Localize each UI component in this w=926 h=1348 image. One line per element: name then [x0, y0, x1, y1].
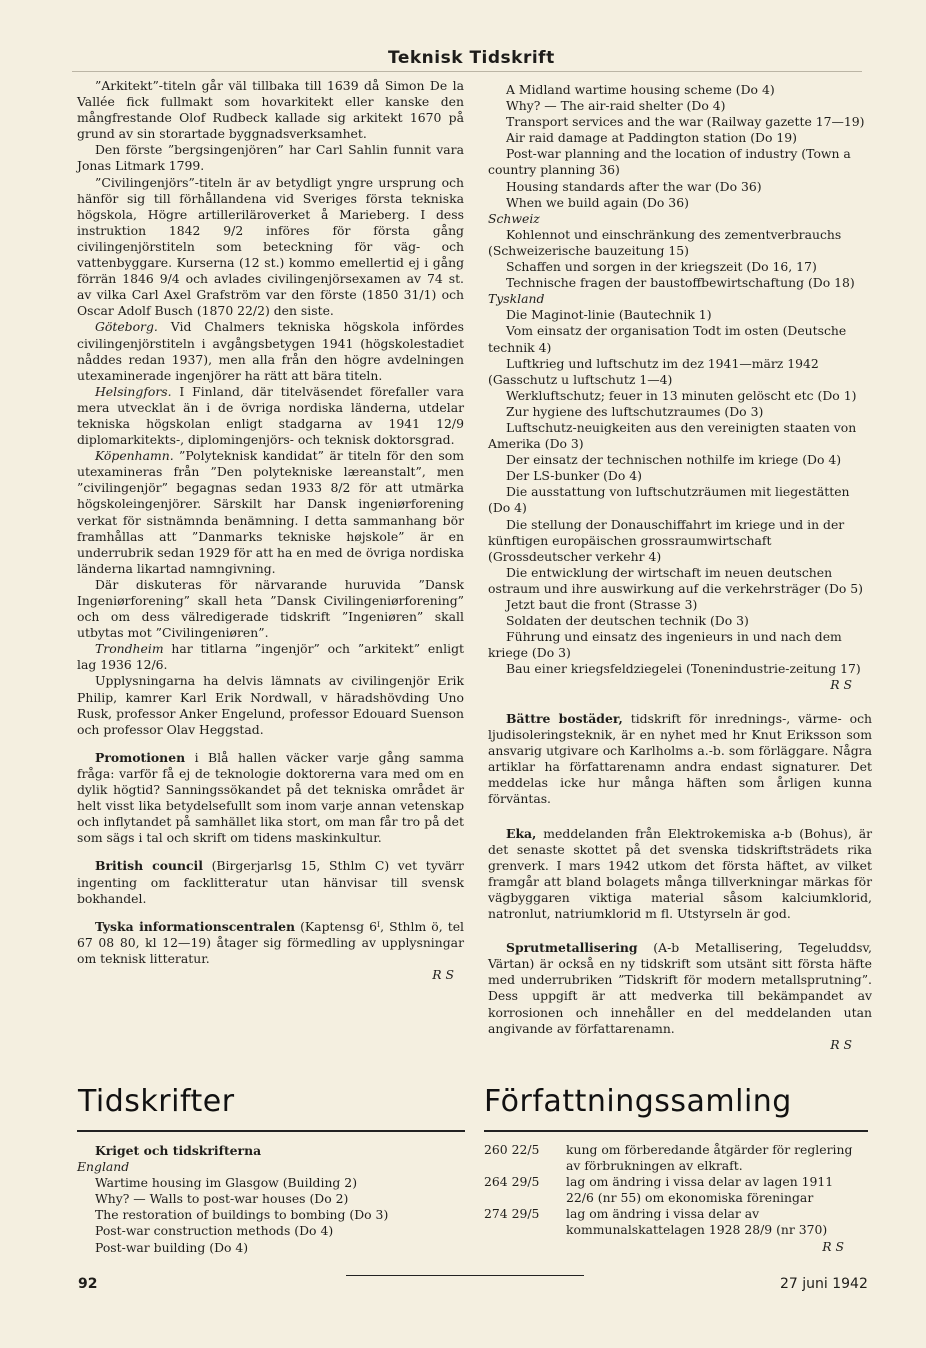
signature-right-1: R S [830, 677, 852, 693]
list-item: Transport services and the war (Railway gazette 17—19) [506, 114, 865, 130]
masthead-rule [72, 71, 862, 72]
kopenhamn-text: ”Polyteknisk kandidat” är titeln för den som utexamineras från ”Den polytekniske læreanstalt”, men ”civilingenjör” begagnas sedan 1933 8/2 för att utmärka högskoleingenjörer. Särskilt har Dansk ingeniørforening verkat för sistnämnda benämning. I detta sammanhang bör framhållas att ”Danmarks tekniske højskole” är en underrubrik sedan 1929 för att ha en med de övriga nordiska länderna likartad namngivning. [77, 448, 464, 576]
list-item: Vom einsatz der organisation Todt im osten (Deutsche technik 4) [488, 323, 847, 355]
list-item: Bau einer kriegsfeldziegelei (Tonenindustrie-zeitung 17) [506, 661, 861, 677]
place-helsingfors: Helsingfors. [95, 383, 172, 399]
list-item: Führung und einsatz des ingenieurs in und nach dem kriege (Do 3) [488, 629, 842, 661]
helsingfors-text: I Finland, där titelväsendet förefaller vara mera utvecklat än i de övriga nordiska länderna, utdelar tekniska högskolan enligt stadgarna av 1941 12/9 diplomarkitekts-, diplomingenjörs- och teknisk doktorsgrad. [77, 383, 464, 448]
list-item: Zur hygiene des luftschutzraumes (Do 3) [506, 403, 764, 419]
trondheim-text: har titlarna ”ingenjör” och ”arkitekt” enligt lag 1936 12/6. [77, 641, 464, 673]
place-trondheim: Trondheim [95, 641, 164, 657]
sprut-text: (A-b Metallisering, Tegeluddsv, Värtan) är också en ny tidskrift som utsänt sitt första häfte med underrubriken ”Tidskrift för modern metallsprutning”. Dess uppgift är att medverka till bekämpandet av korrosionen och innehåller en del meddelanden utan angivande av författarenamn. [488, 940, 872, 1036]
label-tyskland: Tyskland [488, 291, 545, 307]
tyska-text: (Kaptensg 6ᴵ, Sthlm ö, tel 67 08 80, kl 12—19) åtager sig förmedling av upplysningar om teknisk litteratur. [77, 918, 465, 966]
lead-promotionen: Promotionen [95, 749, 186, 765]
list-item: Kohlennot und einschränkung des zementverbrauchs (Schweizerische bauzeitung 15) [488, 226, 842, 258]
law-text: lag om ändring i vissa delar av kommunalskattelagen 1928 28/9 (nr 370) [566, 1206, 828, 1238]
list-item: Post-war planning and the location of industry (Town a country planning 36) [488, 146, 851, 178]
list-item: Der LS-bunker (Do 4) [506, 468, 642, 484]
list-item: When we build again (Do 36) [506, 194, 689, 210]
signature-forfattning: R S [822, 1238, 844, 1254]
paragraph-bergsingenjor: Den förste ”bergsingenjören” har Carl Sahlin funnit vara Jonas Litmark 1799. [77, 142, 464, 174]
list-item: Der einsatz der technischen nothilfe im kriege (Do 4) [506, 452, 842, 468]
paragraph-eka [488, 826, 872, 923]
paragraph-goteborg [77, 319, 464, 383]
paragraph-trondheim [77, 641, 464, 673]
list-item [484, 1174, 864, 1206]
list-item: Why? — Walls to post-war houses (Do 2) [95, 1191, 349, 1207]
paragraph-arkitekt: ”Arkitekt”-titeln går väl tillbaka till 1639 då Simon De la Vallée fick fullmakt som hovarkitekt eller kanske den mångfrestande Olof Rudbeck kallade sig arkitekt 1670 på grund av sin storartade byggnadsverksamhet. [77, 78, 464, 142]
footer-rule [346, 1275, 584, 1276]
signature-right-2: R S [830, 1036, 852, 1052]
issue-date: 27 juni 1942 [780, 1276, 868, 1292]
paragraph-battre [488, 711, 872, 808]
paragraph-british [77, 858, 464, 906]
british-text: (Birgerjarlsg 15, Sthlm C) vet tyvärr ingenting om facklitteratur utan hänvisar till svensk bokhandel. [77, 858, 464, 906]
list-item: Luftschutz-neuigkeiten aus den vereinigten staaten von Amerika (Do 3) [488, 419, 857, 452]
heading-tidskrifter: Tidskrifter [78, 1084, 235, 1119]
page-number: 92 [78, 1276, 98, 1292]
place-kopenhamn: Köpenhamn. [95, 448, 174, 464]
law-text: kung om förberedande åtgärder för reglering av förbrukningen av elkraft. [566, 1142, 853, 1174]
label-schweiz: Schweiz [488, 210, 540, 226]
paragraph-upplysning: Upplysningarna ha delvis lämnats av civilingenjör Erik Philip, kamrer Karl Erik Nordwall, v häradshövding Uno Rusk, professor Anker Engelund, professor Edouard Suenson och professor Olav Heggstad. [77, 673, 464, 737]
tidskrifter-list [77, 1143, 464, 1256]
lead-tyska: Tyska informationscentralen [95, 918, 296, 934]
list-item: Die entwicklung der wirtschaft im neuen deutschen ostraum und ihre auswirkung auf die verkehrsträger (Do 5) [488, 564, 864, 596]
battre-text: tidskrift för inrednings-, värme- och ljudisoleringsteknik, är en nyhet med hr Knut Eriksson som ansvarig utgivare och Karlholms a.-b. som förläggare. Några artiklar ha författarenamn andra endast signaturer. Det meddelas icke hur många häften som årligen kunna förväntas. [488, 711, 873, 807]
list-item: A Midland wartime housing scheme (Do 4) [506, 82, 775, 97]
heading-forfattningssamling: Författningssamling [484, 1084, 792, 1119]
list-item: Housing standards after the war (Do 36) [506, 178, 762, 194]
list-item [484, 1206, 864, 1238]
right-column [488, 82, 872, 694]
list-item: Soldaten der deutschen technik (Do 3) [506, 613, 749, 629]
lead-battre: Bättre bostäder, [506, 711, 623, 726]
list-item: Die ausstattung von luftschutzräumen mit liegestätten (Do 4) [488, 484, 850, 516]
paragraph-dar: Där diskuteras för närvarande huruvida ”Dansk Ingeniørforening” skall heta ”Dansk Civilingeniørforening” och om dess välredigerade tidskrift ”Ingeniøren” skall utbytas mot ”Civilingeniøren”. [77, 576, 464, 641]
paragraph-promotionen [77, 750, 464, 847]
paragraph-kopenhamn [77, 448, 464, 577]
list-item: Air raid damage at Paddington station (Do 19) [506, 130, 797, 146]
list-item: Technische fragen der baustoffbewirtschaftung (Do 18) [506, 275, 855, 291]
list-item: The restoration of buildings to bombing (Do 3) [95, 1207, 389, 1223]
list-item [484, 1142, 864, 1174]
forfattning-rule [484, 1130, 868, 1132]
lead-sprut: Sprutmetallisering [506, 940, 638, 956]
list-item: Die stellung der Donauschiffahrt im kriege und in der künftigen europäischen grossraumwirtschaft (Grossdeutscher verkehr 4) [488, 516, 845, 564]
place-goteborg: Göteborg. [95, 319, 158, 335]
list-item: Why? — The air-raid shelter (Do 4) [506, 98, 726, 114]
paragraph-tyska [77, 919, 464, 967]
list-item: Wartime housing im Glasgow (Building 2) [95, 1175, 358, 1191]
forfattning-list [484, 1142, 864, 1255]
masthead: Teknisk Tidskrift [388, 48, 555, 68]
list-item: Schaffen und sorgen in der kriegszeit (Do 16, 17) [506, 259, 817, 275]
paragraph-helsingfors [77, 384, 464, 448]
law-number: 264 29/5 [484, 1174, 540, 1190]
tidskrifter-rule [77, 1130, 465, 1132]
list-item: Post-war building (Do 4) [95, 1239, 249, 1255]
left-column [77, 78, 464, 983]
list-item: Post-war construction methods (Do 4) [95, 1223, 334, 1239]
law-number: 274 29/5 [484, 1206, 540, 1222]
eka-text: meddelanden från Elektrokemiska a-b (Bohus), är det senaste skottet på det svenska tidskriftsträdets rika grenverk. I mars 1942 utkom det första häftet, av vilket framgår att bland bolagets många tillverkningar märkas för vägbyggaren viktiga material såsom kalciumklorid, natronlut, natriumklorid m fl. Utstyrseln är god. [488, 825, 872, 922]
law-text: lag om ändring i vissa delar av lagen 1911 22/6 (nr 55) om ekonomiska föreningar [566, 1174, 834, 1206]
law-number: 260 22/5 [484, 1142, 540, 1157]
list-item: Die Maginot-linie (Bautechnik 1) [506, 307, 712, 323]
label-england: England [77, 1159, 130, 1175]
promotionen-text: i Blå hallen väcker varje gång samma fråga: varför få ej de teknologie doktorerna vara med om en dylik högtid? Sanningssökandet på det tekniska området är helt visst lika betydelsefullt som inom varje annan vetenskap och inflytandet på samhället lika stort, om man får tro på det som sägs i tal och skrift om tidens maskinkultur. [77, 749, 464, 846]
right-column-notes [488, 711, 872, 1053]
subheading-kriget: Kriget och tidskrifterna [95, 1143, 262, 1158]
lead-british: British council [95, 858, 203, 874]
lead-eka: Eka, [506, 825, 537, 841]
paragraph-civilingenjor: ”Civilingenjörs”-titeln är av betydligt yngre ursprung och hänför sig till förhållandena vid Sveriges första tekniska högskola, Högre artilleriläroverket å Marieberg. I dess instruktion 1842 9/2 införes för första gång civilingenjörstiteln som beteckning för väg- och vattenbyggare. Kurserna (12 st.) kommo emellertid ej i gång förrän 1846 9/4 och avlades civilingenjörsexamen av 74 st. av vilka Carl Axel Grafström var den förste (1850 31/1) och Oscar Adolf Busch (1870 22/2) den siste. [77, 174, 464, 319]
signature-left: R S [432, 966, 454, 982]
paragraph-sprut [488, 940, 872, 1037]
goteborg-text: Vid Chalmers tekniska högskola infördes civilingenjörstiteln i avgångsbetygen 1941 (högskolestadiet nåddes redan 1937), men alla från den högre avdelningen utexaminerade ingenjörer ha rätt att bära titeln. [77, 319, 464, 383]
list-item: Luftkrieg und luftschutz im dez 1941—märz 1942 (Gasschutz u luftschutz 1—4) [488, 355, 819, 387]
list-item: Jetzt baut die front (Strasse 3) [506, 597, 698, 612]
list-item: Werkluftschutz; feuer in 13 minuten gelöscht etc (Do 1) [506, 387, 857, 403]
